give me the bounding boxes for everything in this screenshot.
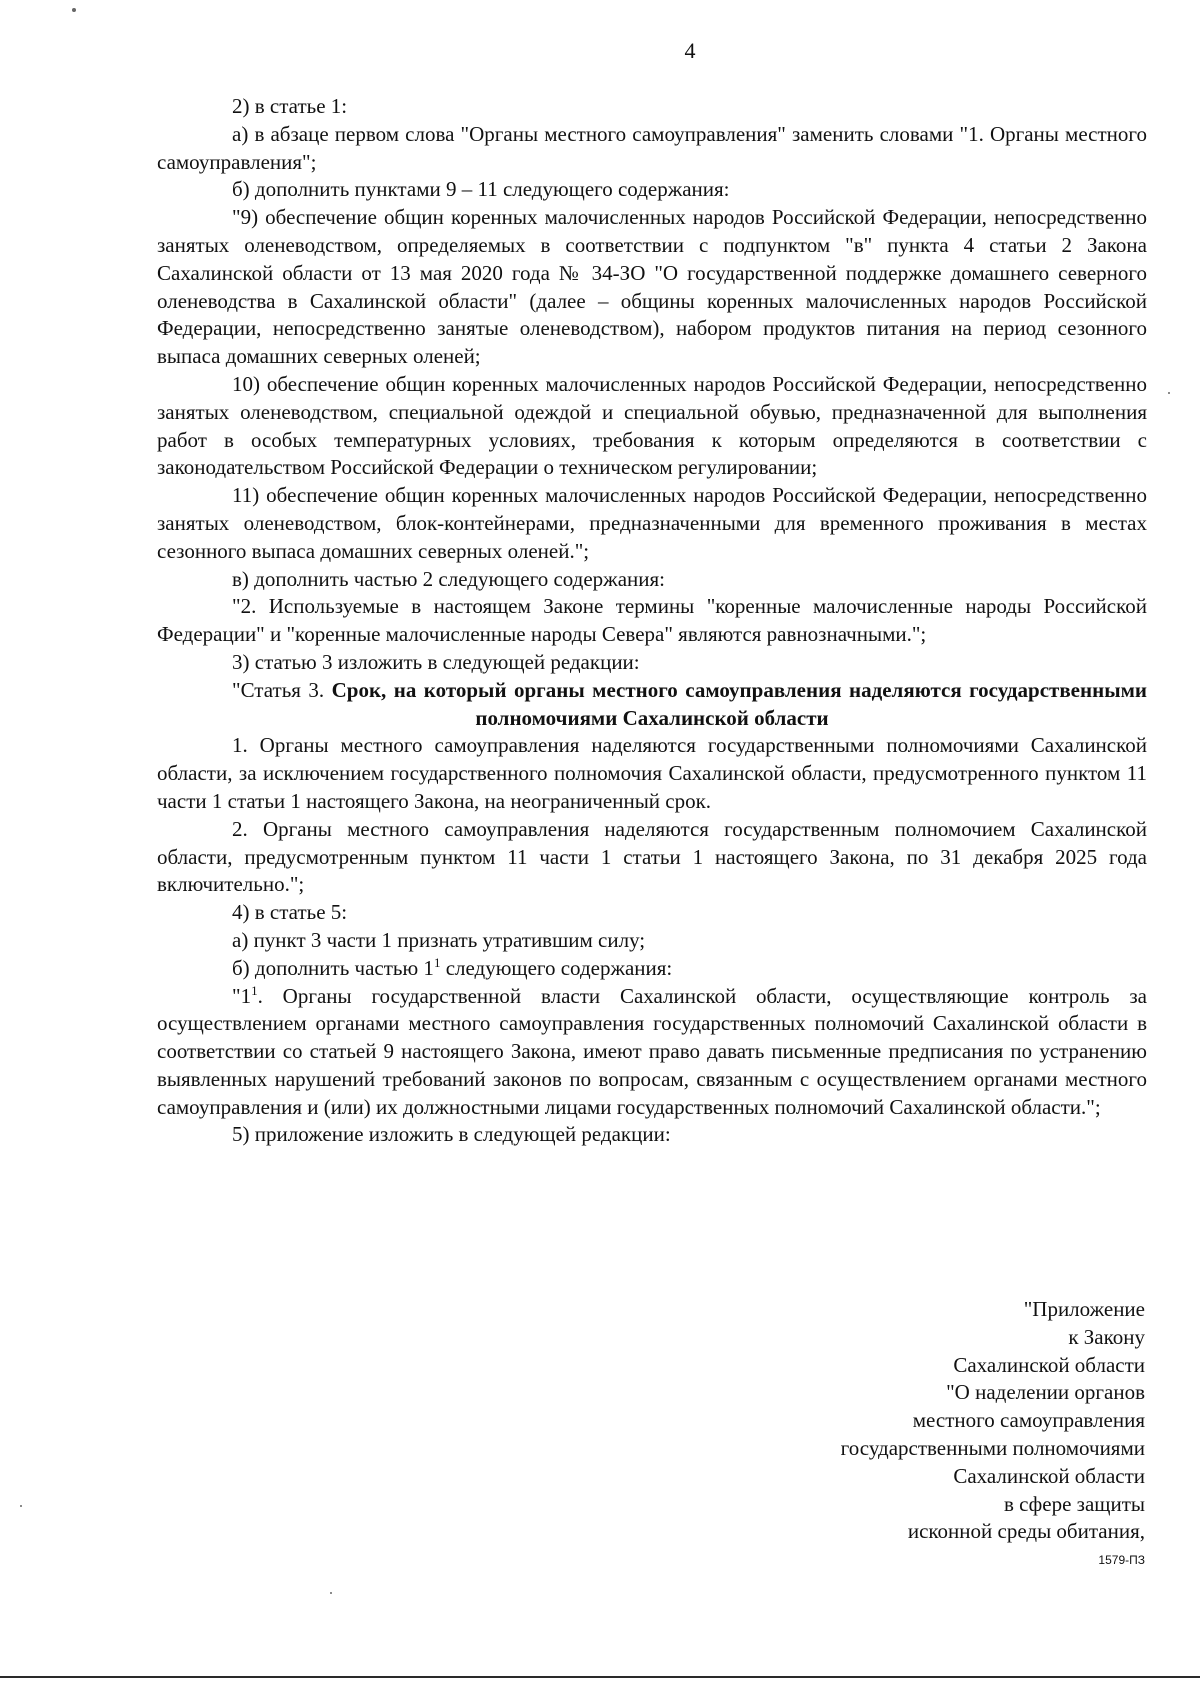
paragraph: "2. Используемые в настоящем Законе термины "коренные малочисленные народы Российской Федерации" и "коренные малочисленные народы Севера" являются равнозначными.";	[157, 594, 1147, 647]
paragraph: 2) в статье 1:	[232, 94, 348, 118]
law-amendment-text	[157, 93, 1147, 1149]
item-b-text-end: следующего содержания:	[440, 955, 673, 980]
paragraph: 11) обеспечение общин коренных малочисленных народов Российской Федерации, непосредственно занятых оленеводством, блок-контейнерами, предназначенными для временного проживания в местах сезонного выпаса домашних северных оленей.";	[157, 483, 1147, 563]
paragraph: 3) статью 3 изложить в следующей редакции:	[232, 649, 640, 674]
scan-speck	[330, 1592, 332, 1594]
item-b-text: б) дополнить частью 1	[232, 955, 434, 980]
item-1-1-start: "1	[232, 983, 252, 1008]
paragraph-item-b	[157, 955, 1147, 983]
appendix-header	[645, 1296, 1145, 1546]
paragraph: "9) обеспечение общин коренных малочисленных народов Российской Федерации, непосредственно занятых оленеводством, определяемых в соответствии с подпунктом "в" пункта 4 статьи 2 Закона Сахалинской области от 13 мая 2020 года № 34-ЗО "О государственной поддержке домашнего северного оленеводства в Сахалинской области" (далее – общины коренных малочисленных народов Российской Федерации, непосредственно занятые оленеводством), набором продуктов питания на период сезонного выпаса домашних северных оленей;	[157, 205, 1147, 369]
item-1-1-superscript: 1	[251, 982, 258, 998]
appendix-line: Сахалинской области	[953, 1463, 1145, 1488]
appendix-line: "О наделении органов	[946, 1380, 1145, 1405]
paragraph: б) дополнить пунктами 9 – 11 следующего содержания:	[232, 177, 730, 202]
document-code: 1579-ПЗ	[1098, 1553, 1145, 1567]
appendix-line: в сфере защиты	[1003, 1491, 1145, 1516]
item-1-1-text: . Органы государственной власти Сахалинской области, осуществляющие контроль за осуществлением органами местного самоуправления государственных полномочий Сахалинской области в соответствии со статьей 9 настоящего Закона, имеют право давать письменные предписания по устранению выявленных нарушений требований законов по вопросам, связанным с осуществлением органами местного самоуправления и (или) их должностными лицами государственных полномочий Сахалинской области.";	[157, 983, 1147, 1119]
scan-speck	[72, 8, 76, 12]
appendix-line: "Приложение	[1023, 1297, 1145, 1321]
scan-speck	[1168, 392, 1170, 394]
paragraph: 2. Органы местного самоуправления наделяются государственным полномочием Сахалинской области, предусмотренным пунктом 11 части 1 статьи 1 настоящего Закона, по 31 декабря 2025 года включительно.";	[157, 816, 1147, 897]
paragraph-1-1	[157, 983, 1147, 1122]
paragraph: а) пункт 3 части 1 признать утратившим силу;	[232, 927, 646, 952]
page-number: 4	[684, 38, 696, 63]
paragraph: 10) обеспечение общин коренных малочисленных народов Российской Федерации, непосредственно занятых оленеводством, специальной одеждой и специальной обувью, предназначенной для выполнения работ в особых температурных условиях, требования к которым определяются в соответствии с законодательством Российской Федерации о техническом регулировании;	[157, 371, 1147, 480]
appendix-line: к Закону	[1068, 1324, 1145, 1349]
item-b-superscript: 1	[433, 954, 441, 970]
paragraph: 4) в статье 5:	[232, 900, 348, 925]
appendix-line: исконной среды обитания,	[907, 1519, 1145, 1544]
article-3-title: Срок, на который органы местного самоуправления наделяются государственными полномочиями Сахалинской области	[331, 677, 1148, 730]
article-3-label: "Статья 3.	[232, 677, 325, 702]
appendix-line: Сахалинской области	[953, 1352, 1145, 1377]
bottom-divider-line	[0, 1676, 1200, 1678]
paragraph: 1. Органы местного самоуправления наделяются государственными полномочиями Сахалинской области, за исключением государственного полномочия Сахалинской области, предусмотренного пунктом 11 части 1 статьи 1 настоящего Закона, на неограниченный срок.	[157, 733, 1147, 813]
article-3-heading	[157, 677, 1147, 733]
scan-speck	[20, 1505, 22, 1507]
paragraph-item-5: 5) приложение изложить в следующей редакции:	[232, 1122, 671, 1147]
paragraph: а) в абзаце первом слова "Органы местного самоуправления" заменить словами "1. Органы местного самоуправления";	[157, 121, 1147, 174]
appendix-line: государственными полномочиями	[840, 1435, 1145, 1460]
appendix-line: местного самоуправления	[912, 1408, 1145, 1433]
paragraph: в) дополнить частью 2 следующего содержания:	[232, 566, 665, 591]
